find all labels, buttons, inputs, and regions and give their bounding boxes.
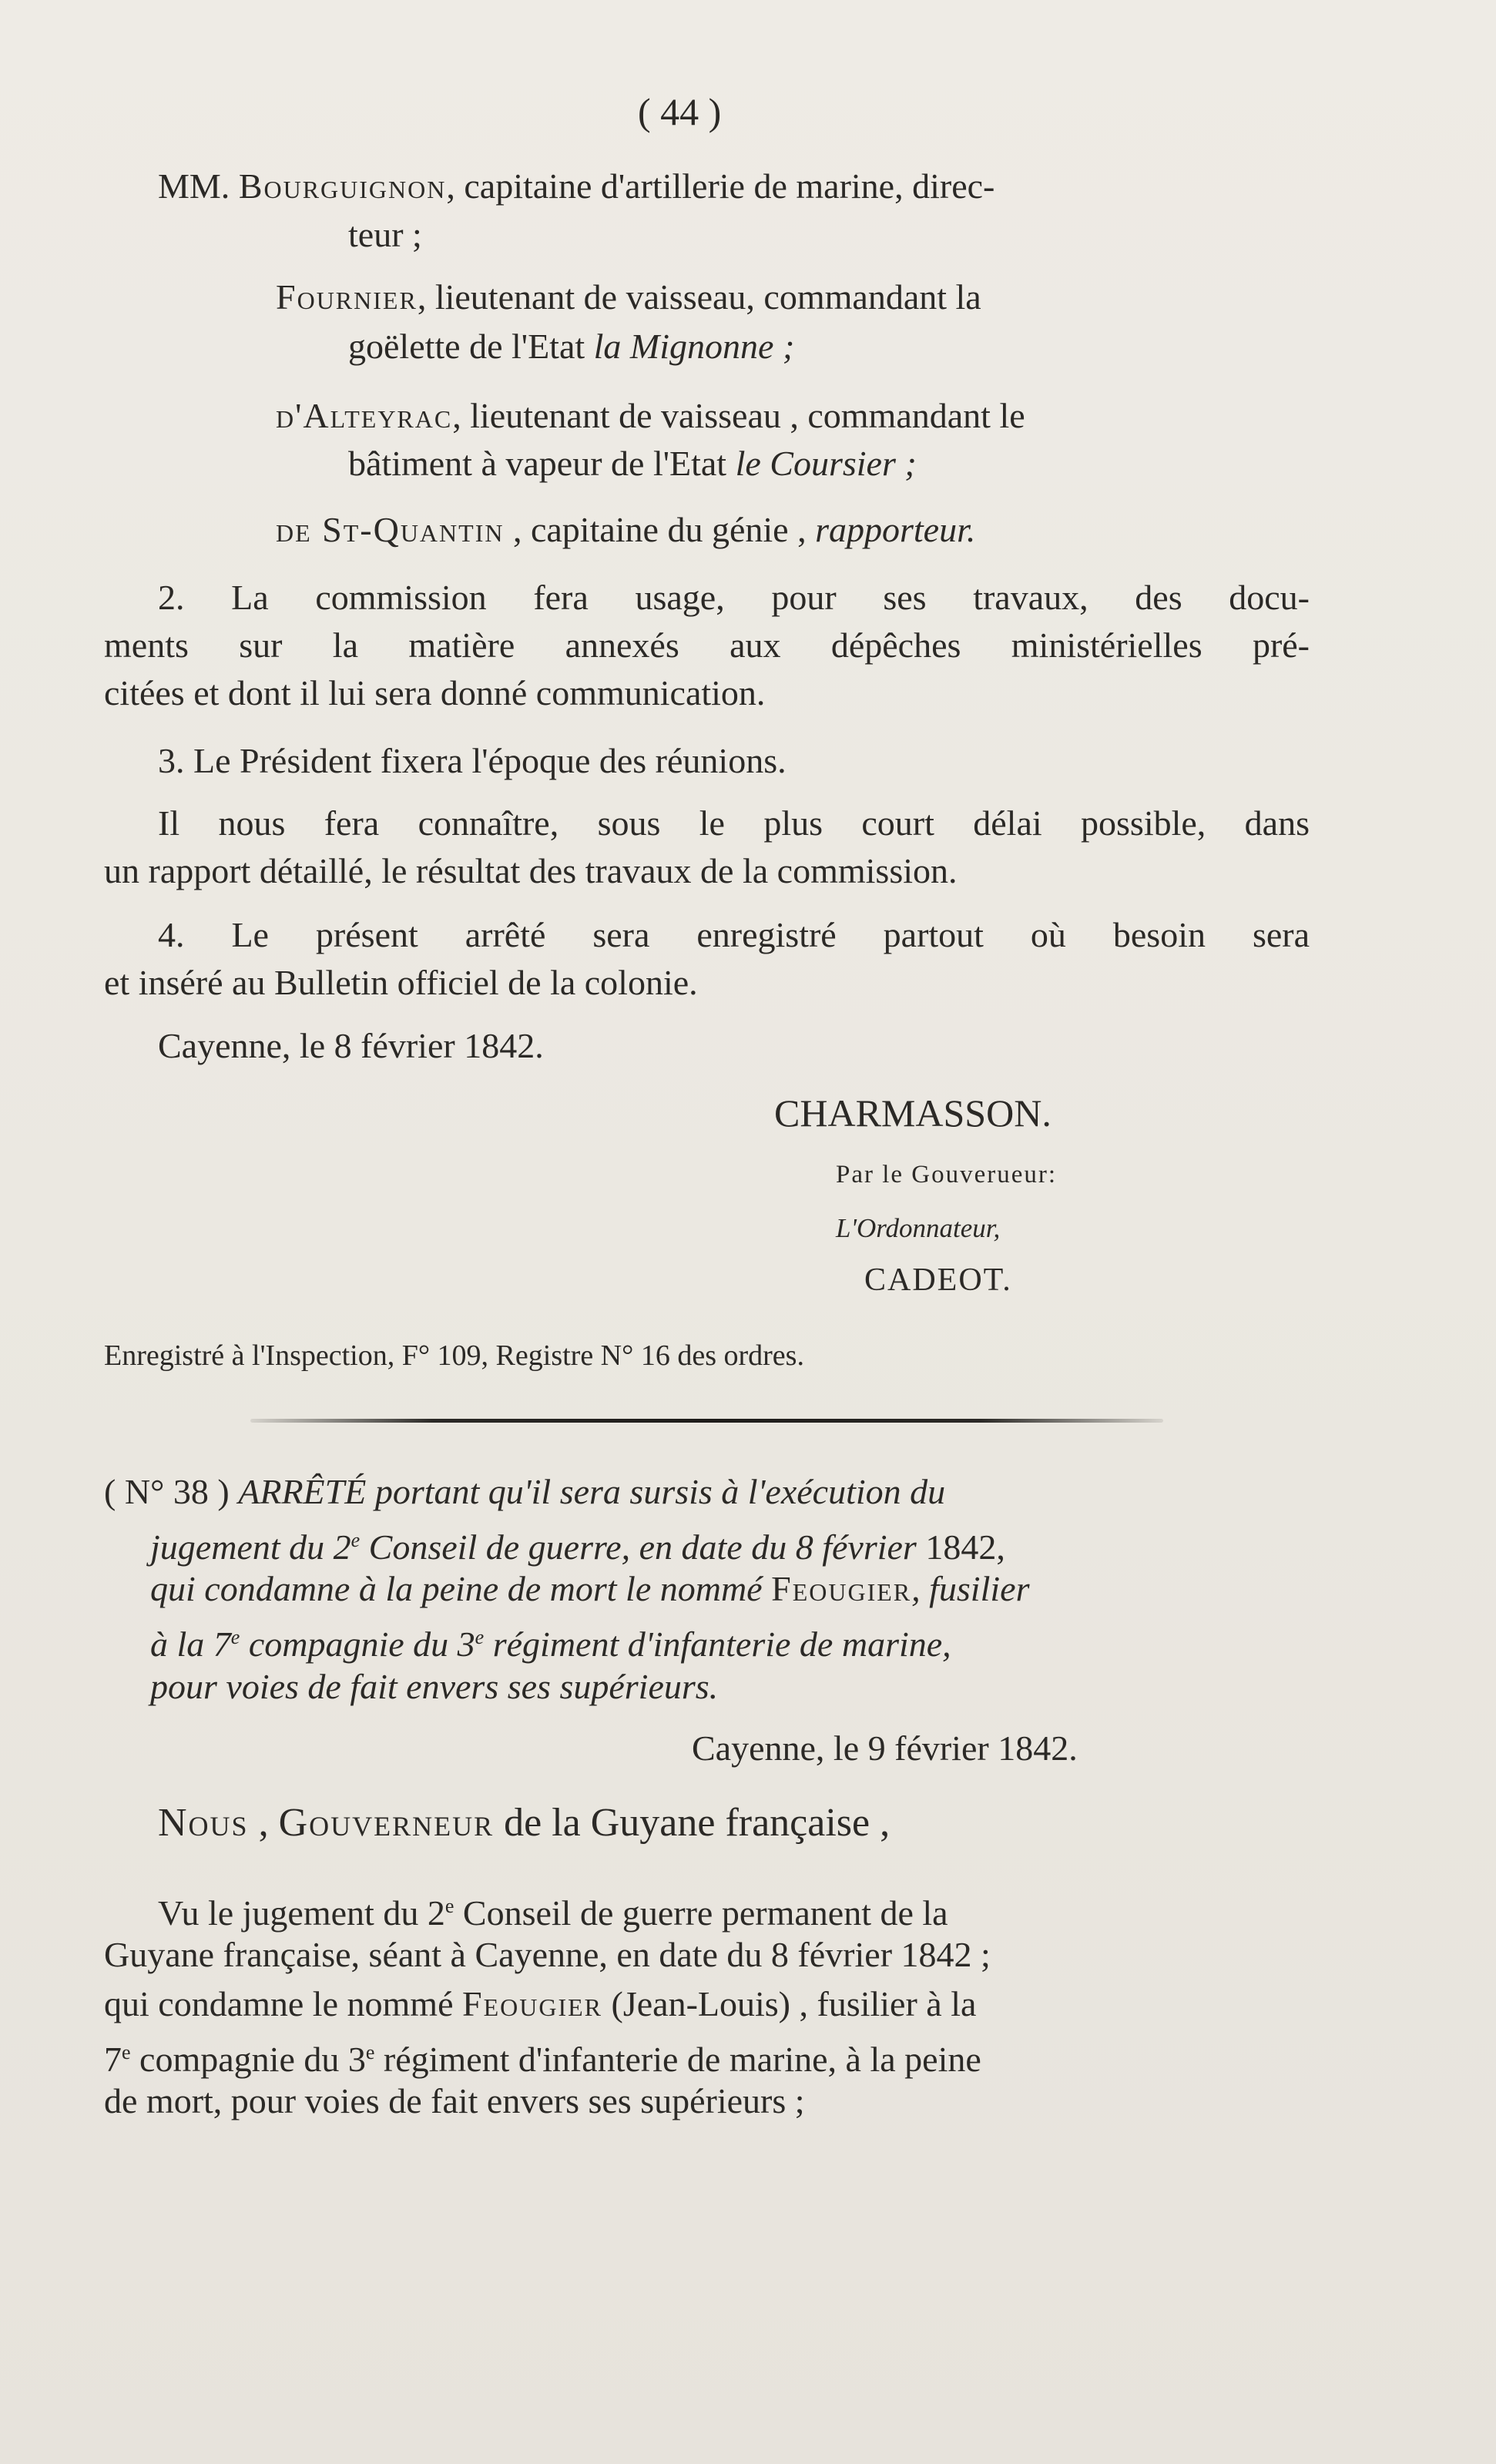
arrete-date: Cayenne, le 9 février 1842. xyxy=(692,1728,1078,1768)
article-3-cont xyxy=(104,800,1310,895)
nous-word: Nous xyxy=(158,1801,249,1845)
ship-name: le Coursier ; xyxy=(735,444,917,483)
article-3: 3. Le Président fixera l'époque des réunions. xyxy=(158,741,787,780)
ship-name: la Mignonne ; xyxy=(593,327,795,366)
vu-line-4 xyxy=(104,2030,981,2083)
text: compagnie du 3 xyxy=(130,2040,366,2079)
member-name: d'Alteyrac xyxy=(276,396,453,435)
text-line: 4. Le présent arrêté sera enregistré partout où besoin sera xyxy=(158,915,1310,954)
member-alteyrac xyxy=(276,393,1025,439)
member-role: , capitaine d'artillerie de marine, direc- xyxy=(446,166,995,206)
text-line: et inséré au Bulletin officiel de la colonie. xyxy=(104,963,698,1002)
person-name: Feougier xyxy=(771,1569,912,1608)
superscript: e xyxy=(365,2041,375,2063)
registration-note: Enregistré à l'Inspection, F° 109, Registre N° 16 des ordres. xyxy=(104,1339,804,1372)
text: régiment d'infanterie de marine, à la peine xyxy=(374,2040,981,2079)
vu-line-2: Guyane française, séant à Cayenne, en date du 8 février 1842 ; xyxy=(104,1935,991,1974)
article-2 xyxy=(104,574,1310,717)
superscript: e xyxy=(351,1529,361,1551)
superscript: e xyxy=(122,2041,131,2063)
member-role: , lieutenant de vaisseau , commandant le xyxy=(452,396,1025,435)
text: qui condamne le nommé xyxy=(104,1984,462,2023)
text-line: un rapport détaillé, le résultat des travaux de la commission. xyxy=(104,851,958,890)
vu-line-5: de mort, pour voies de fait envers ses supérieurs ; xyxy=(104,2081,805,2120)
text-line: citées et dont il lui sera donné communication. xyxy=(104,673,766,712)
text: (Jean-Louis) , fusilier à la xyxy=(602,1984,977,2023)
signature-par: Par le Gouverueur: xyxy=(836,1161,1058,1188)
arrete-number: ( N° 38 ) xyxy=(104,1472,239,1511)
person-name: Feougier xyxy=(462,1984,603,2023)
member-name: de St-Quantin xyxy=(276,510,505,549)
signature-role: L'Ordonnateur, xyxy=(836,1213,1001,1243)
text: février xyxy=(822,1527,917,1567)
member-role: , lieutenant de vaisseau, commandant la xyxy=(417,277,981,317)
text: Conseil de guerre permanent de la xyxy=(454,1893,948,1933)
text: 7 xyxy=(104,2040,122,2079)
text: de la Guyane française , xyxy=(494,1801,891,1845)
vu-line-3 xyxy=(104,1981,976,2027)
text-line: ments sur la matière annexés aux dépêches ministérielles pré- xyxy=(104,625,1310,665)
article-4 xyxy=(104,911,1310,1007)
superscript: e xyxy=(475,1626,485,1648)
superscript: e xyxy=(230,1626,240,1648)
page-number: ( 44 ) xyxy=(638,90,722,133)
member-text: goëlette de l'Etat xyxy=(348,327,594,366)
member-name: Fournier xyxy=(276,277,418,317)
member-title: rapporteur. xyxy=(815,510,976,549)
text: jugement du 2 xyxy=(150,1527,351,1567)
text: Vu le jugement du 2 xyxy=(158,1893,445,1933)
arrete-line-2 xyxy=(150,1517,1005,1571)
text: régiment d'infanterie de marine, xyxy=(484,1624,951,1664)
text-line: Il nous fera connaître, sous le plus court délai possible, dans xyxy=(158,803,1310,843)
nous-gouverneur xyxy=(158,1800,890,1846)
text: 1842, xyxy=(916,1527,1005,1567)
separator: , xyxy=(248,1801,279,1845)
signature-cadeot: CADEOT. xyxy=(864,1262,1012,1298)
superscript: e xyxy=(444,1895,455,1917)
signature-name: CHARMASSON. xyxy=(774,1091,1052,1135)
date-line: Cayenne, le 8 février 1842. xyxy=(158,1026,544,1065)
member-fournier xyxy=(276,274,981,320)
arrete-line-3 xyxy=(150,1566,1029,1612)
text: à la 7 xyxy=(150,1624,231,1664)
arrete-line-1 xyxy=(104,1469,945,1515)
text: , fusilier xyxy=(911,1569,1030,1608)
text: Conseil de guerre, en date du 8 xyxy=(360,1527,823,1567)
member-fournier-cont xyxy=(348,324,794,370)
member-bourguignon xyxy=(158,163,995,210)
member-name: Bourguignon xyxy=(238,166,447,206)
text: qui condamne à la peine de mort le nommé xyxy=(150,1569,772,1608)
mm-label: MM. xyxy=(158,166,230,206)
member-role: , capitaine du génie , xyxy=(504,510,816,549)
arrete-line-4 xyxy=(150,1614,951,1668)
vu-line-1 xyxy=(158,1883,948,1936)
text: compagnie du 3 xyxy=(240,1624,475,1664)
arrete-line-5: pour voies de fait envers ses supérieurs. xyxy=(150,1667,719,1706)
member-stquantin xyxy=(276,507,975,553)
gouverneur-word: Gouverneur xyxy=(278,1801,495,1845)
member-text: bâtiment à vapeur de l'Etat xyxy=(348,444,736,483)
member-bourguignon-cont: teur ; xyxy=(348,215,422,254)
text-line: 2. La commission fera usage, pour ses travaux, des docu- xyxy=(158,578,1310,617)
section-divider xyxy=(250,1419,1163,1423)
arrete-title: ARRÊTÉ portant qu'il sera sursis à l'exécution du xyxy=(238,1472,946,1511)
member-alteyrac-cont xyxy=(348,441,917,487)
